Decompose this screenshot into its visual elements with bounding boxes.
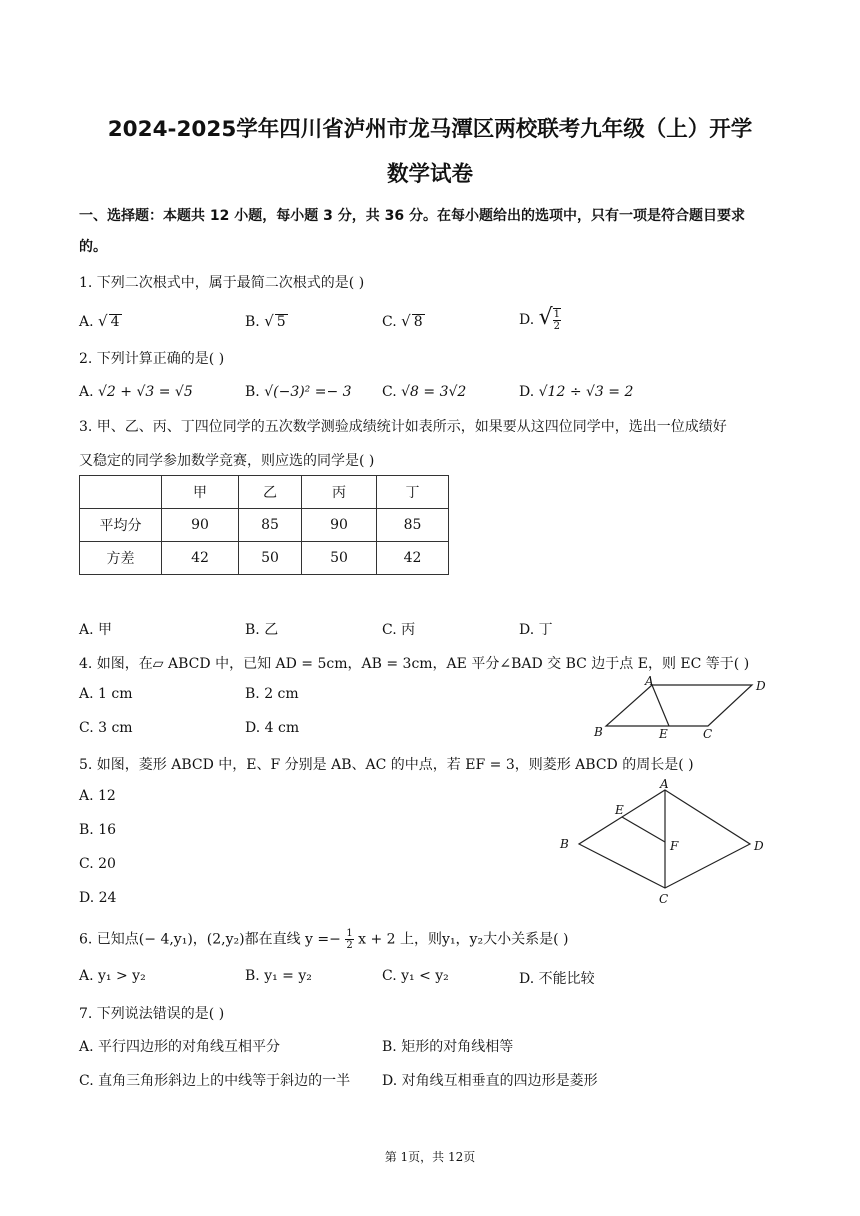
question-1-option-a: A. √ 4: [79, 312, 120, 330]
question-4-option-b: B. 2 cm: [245, 686, 299, 702]
question-6-option-a: A. y₁ > y₂: [79, 968, 146, 984]
table-cell: 丁: [377, 476, 449, 509]
page-title-line1: 2024-2025学年四川省泸州市龙马潭区两校联考九年级（上）开学: [107, 117, 753, 142]
fig-label: C: [659, 892, 669, 906]
question-1-option-c: C. √ 8: [382, 312, 423, 330]
table-cell: [80, 476, 162, 509]
question-3-stem-cont: 又稳定的同学参加数学竞赛，则应选的同学是( ): [79, 453, 375, 469]
question-6-option-d: D. 不能比较: [519, 971, 595, 987]
rhombus-figure: [558, 777, 773, 910]
fig-label: B: [560, 837, 569, 851]
score-table: [79, 475, 449, 575]
table-row: [80, 542, 449, 575]
table-cell: 90: [302, 509, 377, 542]
question-1-option-b: B. √ 5: [245, 312, 286, 330]
question-5-option-a: A. 12: [79, 788, 116, 804]
question-1-stem: 1. 下列二次根式中，属于最简二次根式的是( ): [79, 275, 365, 291]
question-5-stem: 5. 如图，菱形 ABCD 中，E、F 分别是 AB、AC 的中点，若 EF = 3，则菱形 ABCD 的周长是( ): [79, 757, 694, 773]
question-7-option-d: D. 对角线互相垂直的四边形是菱形: [382, 1073, 598, 1089]
question-3-stem: 3. 甲、乙、丙、丁四位同学的五次数学测验成绩统计如表所示，如果要从这四位同学中，选出一位成绩好: [79, 419, 727, 435]
fig-label: F: [670, 839, 679, 853]
question-3-option-d: D. 丁: [519, 622, 553, 638]
table-cell: 方差: [80, 542, 162, 575]
question-2-option-d: D. √12 ÷ √3 = 2: [519, 384, 634, 400]
table-row: [80, 509, 449, 542]
question-3-option-b: B. 乙: [245, 622, 279, 638]
question-3-option-c: C. 丙: [382, 622, 416, 638]
table-cell: 甲: [162, 476, 239, 509]
fig-label: E: [659, 727, 668, 741]
table-header-row: [80, 476, 449, 509]
question-2-option-a: A. √2 + √3 = √5: [79, 384, 193, 400]
page-title-line2: 数学试卷: [386, 162, 473, 187]
question-5-option-d: D. 24: [79, 890, 117, 906]
question-4-option-d: D. 4 cm: [245, 720, 300, 736]
fig-label: B: [594, 725, 603, 739]
table-cell: 50: [239, 542, 302, 575]
table-cell: 42: [377, 542, 449, 575]
table-cell: 乙: [239, 476, 302, 509]
question-2-option-c: C. √8 = 3√2: [382, 384, 467, 400]
question-7-option-c: C. 直角三角形斜边上的中线等于斜边的一半: [79, 1073, 351, 1089]
page-footer: 第 1页，共 12页: [384, 1150, 476, 1164]
question-6-stem: 6. 已知点(− 4,y₁)，(2,y₂)都在直线 y =− $\frac{1}{2}$ x + 2 上，则y₁，y₂大小关系是( ): [79, 928, 569, 951]
table-cell: 90: [162, 509, 239, 542]
parallelogram-figure: [590, 676, 780, 740]
question-2-option-b: B. √(−3)² =− 3: [245, 384, 352, 400]
table-cell: 平均分: [80, 509, 162, 542]
question-5-option-c: C. 20: [79, 856, 116, 872]
table-cell: 50: [302, 542, 377, 575]
section-heading: 一、选择题：本题共 12 小题，每小题 3 分，共 36 分。在每小题给出的选项中，只有一项是符合题目要求: [79, 208, 745, 224]
question-6-option-b: B. y₁ = y₂: [245, 968, 312, 984]
fig-label: E: [615, 803, 624, 817]
table-cell: 42: [162, 542, 239, 575]
table-cell: 85: [377, 509, 449, 542]
question-7-option-a: A. 平行四边形的对角线互相平分: [79, 1039, 281, 1055]
question-3-option-a: A. 甲: [79, 622, 113, 638]
fig-label: A: [660, 777, 669, 791]
question-1-option-d: D. √ $\frac{1}{2}$: [519, 305, 561, 332]
question-4-option-a: A. 1 cm: [79, 686, 133, 702]
fig-label: A: [645, 674, 654, 688]
question-4-option-c: C. 3 cm: [79, 720, 133, 736]
table-cell: 85: [239, 509, 302, 542]
question-7-stem: 7. 下列说法错误的是( ): [79, 1006, 225, 1022]
question-5-option-b: B. 16: [79, 822, 117, 838]
section-heading-cont: 的。: [79, 239, 107, 255]
question-4-stem: 4. 如图，在▱ ABCD 中，已知 AD = 5cm，AB = 3cm，AE 平分∠BAD 交 BC 边于点 E，则 EC 等于( ): [79, 656, 750, 672]
question-2-stem: 2. 下列计算正确的是( ): [79, 351, 225, 367]
question-7-option-b: B. 矩形的对角线相等: [382, 1039, 514, 1055]
fig-label: D: [754, 839, 764, 853]
question-6-option-c: C. y₁ < y₂: [382, 968, 449, 984]
table-cell: 丙: [302, 476, 377, 509]
fig-label: D: [756, 679, 766, 693]
fig-label: C: [703, 727, 713, 741]
